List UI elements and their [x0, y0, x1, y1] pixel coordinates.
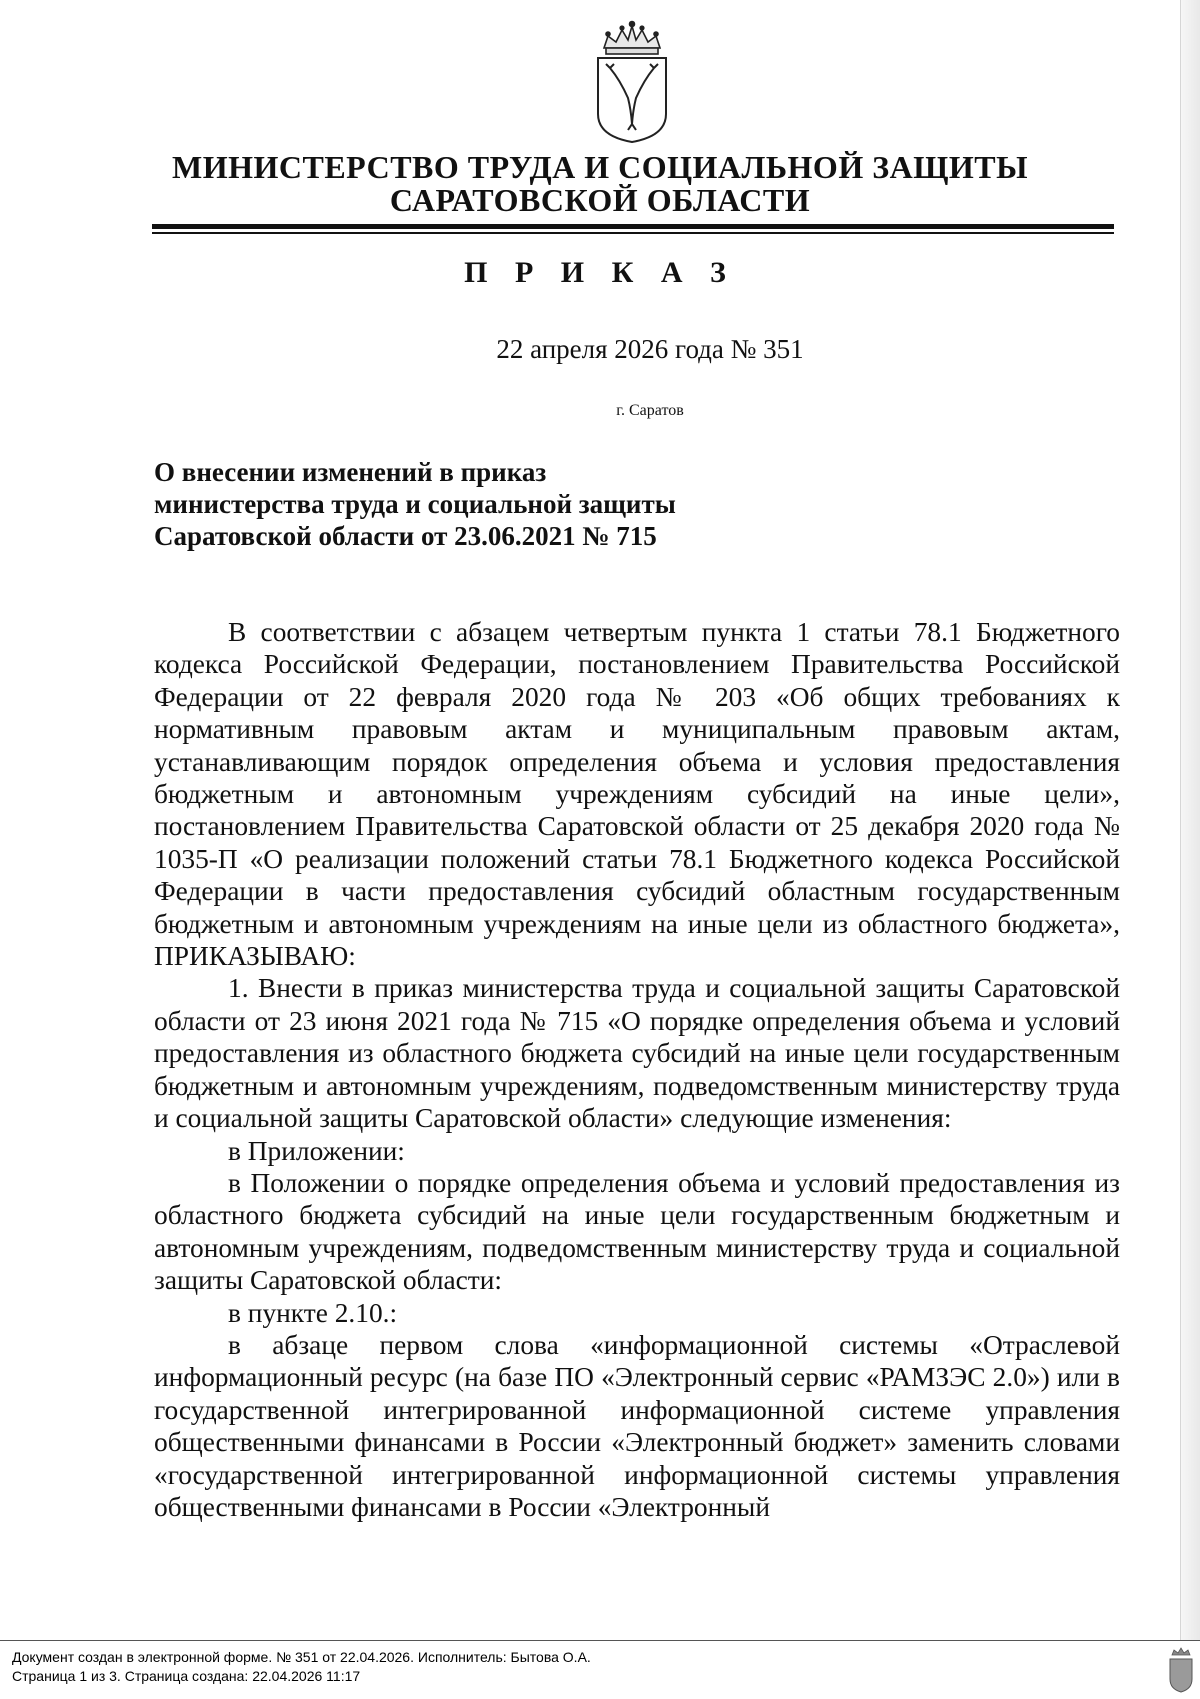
document-type-title: П Р И К А З [464, 256, 736, 289]
body-paragraph: в Приложении: [228, 1135, 405, 1166]
header-divider-thick [152, 224, 1114, 229]
body-paragraph: в пункте 2.10.: [228, 1297, 398, 1328]
document-footer [0, 1640, 1200, 1699]
body-paragraph: в абзаце первом слова «информационной системы «Отраслевой информационный ресурс (на базе ПО «Электронный сервис «РАМЗЭС 2.0») или в государственной интегрированной информационной системе управления общественными финансами в России «Электронный бюджет» заменить словами «государственной интегрированной информационной системы управления общественными финансами в России «Электронный [154, 1329, 1120, 1522]
header-divider-thin [152, 232, 1114, 234]
body-paragraph: В соответствии с абзацем четвертым пункта 1 статьи 78.1 Бюджетного кодекса Российской Федерации, постановлением Правительства Российской Федерации от 22 февраля 2020 года № 203 «Об общих требованиях к нормативным правовым актам и муниципальным правовым актам, устанавливающим порядок определения объема и условия предоставления бюджетным и автономным учреждениям субсидий на иные цели», постановлением Правительства Саратовской области от 25 декабря 2020 года № 1035-П «О реализации положений статьи 78.1 Бюджетного кодекса Российской Федерации в части предоставления субсидий областным государственным бюджетным и автономным учреждениям на иные цели из областного бюджета», ПРИКАЗЫВАЮ: [154, 617, 1120, 972]
ministry-name-line1: МИНИСТЕРСТВО ТРУДА И СОЦИАЛЬНОЙ ЗАЩИТЫ [171, 149, 1028, 185]
body-paragraph: 1. Внести в приказ министерства труда и социальной защиты Саратовской области от 23 июня 2021 года № 715 «О порядке определения объема и условий предоставления из областного бюджета субсидий на иные цели государственным бюджетным и автономным учреждениям, подведомственным министерству труда и социальной защиты Саратовской области» следующие изменения: [154, 973, 1120, 1134]
order-body [154, 616, 1120, 1523]
order-date-number: 22 апреля 2026 года № 351 [496, 334, 804, 364]
order-city: г. Саратов [616, 402, 684, 419]
ministry-name-line2: САРАТОВСКОЙ ОБЛАСТИ [389, 182, 811, 218]
saratov-coat-of-arms-icon [1168, 1647, 1194, 1693]
footer-line-page-info: Страница 1 из 3. Страница создана: 22.04.2026 11:17 [12, 1668, 361, 1684]
footer-line-document-info: Документ создан в электронной форме. № 351 от 22.04.2026. Исполнитель: Бытова О.А. [12, 1649, 591, 1665]
saratov-coat-of-arms-icon [590, 18, 674, 144]
order-subject: О внесении изменений в приказ министерства труда и социальной защиты Саратовской области от 23.06.2021 № 715 [154, 457, 676, 551]
page-edge-shadow [1180, 0, 1200, 1640]
body-paragraph: в Положении о порядке определения объема и условий предоставления из областного бюджета субсидий на иные цели государственным бюджетным и автономным учреждениям, подведомственным министерству труда и социальной защиты Саратовской области: [154, 1167, 1120, 1296]
